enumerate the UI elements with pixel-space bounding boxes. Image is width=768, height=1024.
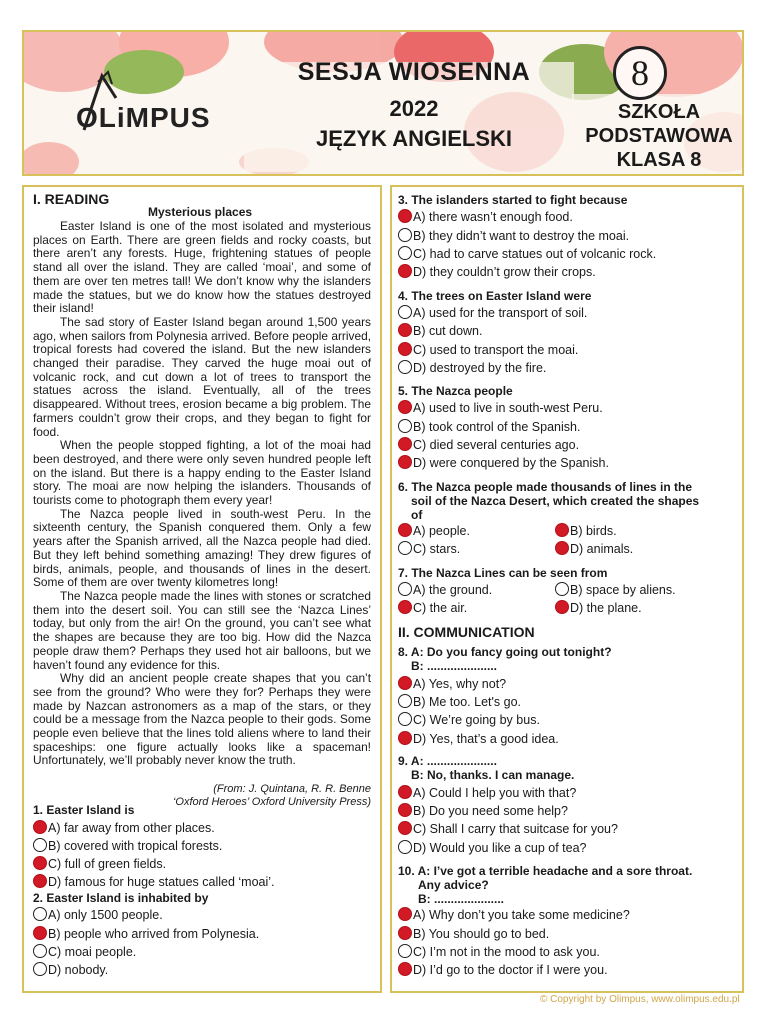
question-1: 1. Easter Island is: [33, 803, 135, 817]
option-label: C) I’m not in the mood to ask you.: [413, 945, 600, 959]
answer-option[interactable]: [398, 400, 603, 416]
option-label: A) Why don’t you take some medicine?: [413, 908, 630, 922]
answer-bubble[interactable]: [398, 228, 412, 242]
answer-option[interactable]: [398, 694, 521, 710]
question-5: 5. The Nazca people: [398, 384, 513, 398]
grade-badge: 8: [613, 46, 667, 100]
answer-option[interactable]: [33, 874, 275, 890]
answer-option[interactable]: [398, 323, 482, 339]
school-line: PODSTAWOWA: [585, 125, 733, 147]
answer-option[interactable]: [555, 582, 676, 598]
option-label: B) Do you need some help?: [413, 804, 568, 818]
answer-option[interactable]: [555, 541, 633, 557]
article-paragraph: The sad story of Easter Island began around 1,500 years ago, when sailors from Polynesia arrived. Before people arrived, tropical forests had covered the island. But the new islanders changed their paradise. They carved the huge moai out of volcanic rock, and cut down a lot of trees to transport the statues across the island. Eventually, all of the trees disappeared. Without trees, erosion became a big problem. The farmers couldn’t grow their crops, and they began to fight for food.: [33, 314, 371, 439]
question-line: 9. A: .....................: [398, 754, 497, 768]
class-line: KLASA 8: [616, 149, 702, 171]
option-label: B) cut down.: [413, 324, 483, 338]
option-label: C) full of green fields.: [48, 857, 167, 871]
answer-bubble[interactable]: [33, 926, 47, 940]
answer-bubble[interactable]: [398, 926, 412, 940]
source-line: ‘Oxford Heroes’ Oxford University Press): [172, 796, 371, 808]
brand-logo-text: OLiMPUS: [76, 102, 211, 133]
option-label: B) covered with tropical forests.: [48, 839, 223, 853]
answer-option[interactable]: [398, 228, 629, 244]
answer-bubble[interactable]: [398, 962, 412, 976]
answer-option[interactable]: [398, 305, 587, 321]
answer-option[interactable]: [398, 455, 609, 471]
article-paragraph: Why did an ancient people create shapes that you can’t see from the ground? Who were they for? Perhaps they were made by Nazcan astronomers as a map of the stars, or they could be a message from the Nazca people to their gods. Some people even believe that the lines told aliens where to land their spaceships: one figure actually looks like a spaceman! Unfortunately, we’ll probably never know the truth.: [33, 671, 371, 768]
answer-bubble[interactable]: [398, 323, 412, 337]
answer-bubble[interactable]: [398, 264, 412, 278]
option-label: B) birds.: [570, 524, 617, 538]
article-paragraph: The Nazca people made the lines with stones or scratched them into the desert soil. You can still see the ‘Nazca Lines’ today, but only from the air! On the ground, you can’t see what the shapes are because they are too big. How did the Nazca people draw them? Perhaps they used hot air balloons, but we haven’t found any evidence for this.: [33, 588, 371, 672]
answer-option[interactable]: [398, 209, 573, 225]
answer-option[interactable]: [398, 342, 578, 358]
answer-option[interactable]: [33, 820, 215, 836]
answer-option[interactable]: [398, 600, 467, 616]
option-label: C) We’re going by bus.: [413, 713, 540, 727]
header-banner: [22, 30, 744, 176]
option-label: C) used to transport the moai.: [413, 343, 579, 357]
answer-option[interactable]: [33, 856, 166, 872]
answer-option[interactable]: [398, 437, 579, 453]
question-10: [398, 864, 692, 906]
option-label: C) the air.: [413, 601, 468, 615]
answer-bubble[interactable]: [398, 907, 412, 921]
answer-option[interactable]: [555, 600, 642, 616]
option-label: A) far away from other places.: [48, 821, 215, 835]
question-line: B: .....................: [418, 892, 505, 906]
exam-year: 2022: [389, 96, 439, 121]
answer-option[interactable]: [398, 840, 586, 856]
answer-option[interactable]: [398, 246, 656, 262]
answer-bubble[interactable]: [398, 731, 412, 745]
answer-option[interactable]: [398, 926, 549, 942]
reading-article: [33, 220, 371, 768]
answer-bubble[interactable]: [398, 360, 412, 374]
article-paragraph: Easter Island is one of the most isolated and mysterious places on Earth. There are green fields and rocky coasts, but there aren’t any forests. Huge, frightening statues of people stand all over the island. They are called ‘moai’, and some of them are over ten metres tall! We don’t know why the islanders made the statues, but we do know how the statues destroyed their island!: [33, 219, 371, 316]
option-label: C) moai people.: [48, 945, 137, 959]
option-label: D) Yes, that’s a good idea.: [413, 732, 559, 746]
answer-bubble[interactable]: [33, 944, 47, 958]
answer-bubble[interactable]: [398, 400, 412, 414]
answer-bubble[interactable]: [398, 342, 412, 356]
answer-option[interactable]: [398, 731, 559, 747]
answer-option[interactable]: [398, 821, 618, 837]
option-label: A) only 1500 people.: [48, 908, 163, 922]
answer-option[interactable]: [555, 523, 617, 539]
question-line: soil of the Nazca Desert, which created the shapes: [411, 494, 700, 508]
answer-option[interactable]: [398, 541, 460, 557]
option-label: B) they didn’t want to destroy the moai.: [413, 229, 630, 243]
answer-option[interactable]: [33, 838, 222, 854]
option-label: A) there wasn’t enough food.: [413, 210, 573, 224]
answer-option[interactable]: [398, 582, 492, 598]
question-line: B: No, thanks. I can manage.: [411, 768, 575, 782]
answer-option[interactable]: [398, 523, 470, 539]
answer-bubble[interactable]: [398, 944, 412, 958]
article-paragraph: The Nazca people lived in south-west Peru. In the sixteenth century, the Spanish conquered them. Only a few years after the Spanish arrived, all the Nazca people had died. But they left behind something amazing! They drew figures of birds, animals, people, and thousands of lines in the desert. Some of them are over twenty kilometres long!: [33, 506, 371, 590]
option-label: D) I’d go to the doctor if I were you.: [413, 963, 608, 977]
answer-bubble[interactable]: [398, 455, 412, 469]
article-title: Mysterious places: [148, 205, 253, 219]
answer-option[interactable]: [398, 907, 630, 923]
answer-bubble[interactable]: [398, 582, 412, 596]
option-label: D) destroyed by the fire.: [413, 361, 547, 375]
option-label: D) were conquered by the Spanish.: [413, 456, 609, 470]
answer-bubble[interactable]: [398, 712, 412, 726]
option-label: A) used to live in south-west Peru.: [413, 401, 603, 415]
answer-bubble[interactable]: [398, 694, 412, 708]
question-6: [398, 480, 699, 522]
option-label: D) animals.: [570, 542, 634, 556]
option-label: B) people who arrived from Polynesia.: [48, 927, 260, 941]
option-label: D) they couldn’t grow their crops.: [413, 265, 596, 279]
option-label: D) famous for huge statues called ‘moai’.: [48, 875, 275, 889]
reading-section-title: I. READING: [33, 191, 110, 207]
option-label: D) Would you like a cup of tea?: [413, 841, 587, 855]
answer-bubble[interactable]: [33, 856, 47, 870]
article-paragraph: When the people stopped fighting, a lot of the moai had been destroyed, and there were only seven hundred people left on the island. But there is a happy ending to the Easter Island story. The moai are now helping the islanders. Thousands of tourists come to photograph them every year!: [33, 438, 371, 508]
question-line: 6. The Nazca people made thousands of lines in the: [398, 480, 693, 494]
option-label: D) nobody.: [48, 963, 109, 977]
answer-bubble[interactable]: [33, 838, 47, 852]
option-label: B) took control of the Spanish.: [413, 420, 581, 434]
option-label: C) Shall I carry that suitcase for you?: [413, 822, 618, 836]
answer-option[interactable]: [398, 264, 596, 280]
answer-bubble[interactable]: [398, 840, 412, 854]
question-line: 8. A: Do you fancy going out tonight?: [398, 645, 612, 659]
answer-bubble[interactable]: [398, 785, 412, 799]
question-2: 2. Easter Island is inhabited by: [33, 891, 209, 905]
exam-subject: JĘZYK ANGIELSKI: [316, 126, 512, 151]
answer-option[interactable]: [33, 962, 108, 978]
option-label: D) the plane.: [570, 601, 642, 615]
answer-bubble[interactable]: [398, 803, 412, 817]
answer-bubble[interactable]: [555, 523, 569, 537]
option-label: B) space by aliens.: [570, 583, 676, 597]
answer-bubble[interactable]: [398, 541, 412, 555]
answer-option[interactable]: [398, 676, 506, 692]
question-8: [398, 645, 612, 673]
question-line: Any advice?: [418, 878, 489, 892]
option-label: C) died several centuries ago.: [413, 438, 580, 452]
question-7: 7. The Nazca Lines can be seen from: [398, 566, 608, 580]
option-label: A) the ground.: [413, 583, 493, 597]
answer-bubble[interactable]: [398, 676, 412, 690]
answer-bubble[interactable]: [398, 437, 412, 451]
question-9: [398, 754, 574, 782]
option-label: A) used for the transport of soil.: [413, 306, 588, 320]
option-label: A) Could I help you with that?: [413, 786, 577, 800]
answer-option[interactable]: [398, 360, 546, 376]
answer-option[interactable]: [33, 926, 259, 942]
answer-option[interactable]: [398, 785, 576, 801]
answer-option[interactable]: [398, 419, 580, 435]
option-label: C) had to carve statues out of volcanic rock.: [413, 247, 657, 261]
copyright-footer: © Copyright by Olimpus, www.olimpus.edu.pl: [540, 994, 740, 1005]
answer-bubble[interactable]: [398, 523, 412, 537]
option-label: C) stars.: [413, 542, 461, 556]
exam-title: SESJA WIOSENNA: [297, 58, 531, 86]
question-3: 3. The islanders started to fight because: [398, 193, 628, 207]
answer-bubble[interactable]: [33, 874, 47, 888]
source-line: (From: J. Quintana, R. R. Benne: [213, 783, 371, 795]
answer-bubble[interactable]: [33, 907, 47, 921]
answer-bubble[interactable]: [33, 962, 47, 976]
option-label: B) You should go to bed.: [413, 927, 550, 941]
option-label: A) people.: [413, 524, 470, 538]
answer-option[interactable]: [398, 944, 600, 960]
answer-bubble[interactable]: [398, 419, 412, 433]
answer-option[interactable]: [33, 944, 136, 960]
answer-bubble[interactable]: [555, 600, 569, 614]
answer-bubble[interactable]: [555, 582, 569, 596]
answer-option[interactable]: [398, 712, 540, 728]
question-line: 10. A: I’ve got a terrible headache and a sore throat.: [398, 864, 693, 878]
option-label: A) Yes, why not?: [413, 677, 507, 691]
answer-bubble[interactable]: [555, 541, 569, 555]
answer-bubble[interactable]: [398, 246, 412, 260]
school-level: [574, 100, 744, 172]
option-label: B) Me too. Let's go.: [413, 695, 521, 709]
answer-bubble[interactable]: [398, 305, 412, 319]
answer-bubble[interactable]: [398, 209, 412, 223]
school-line: SZKOŁA: [617, 101, 701, 123]
question-line: of: [411, 508, 423, 522]
communication-section-title: II. COMMUNICATION: [398, 624, 535, 640]
answer-bubble[interactable]: [398, 821, 412, 835]
answer-bubble[interactable]: [398, 600, 412, 614]
answer-option[interactable]: [398, 962, 608, 978]
answer-option[interactable]: [398, 803, 568, 819]
question-line: B: .....................: [411, 659, 498, 673]
question-4: 4. The trees on Easter Island were: [398, 289, 592, 303]
answer-option[interactable]: [33, 907, 163, 923]
answer-bubble[interactable]: [33, 820, 47, 834]
